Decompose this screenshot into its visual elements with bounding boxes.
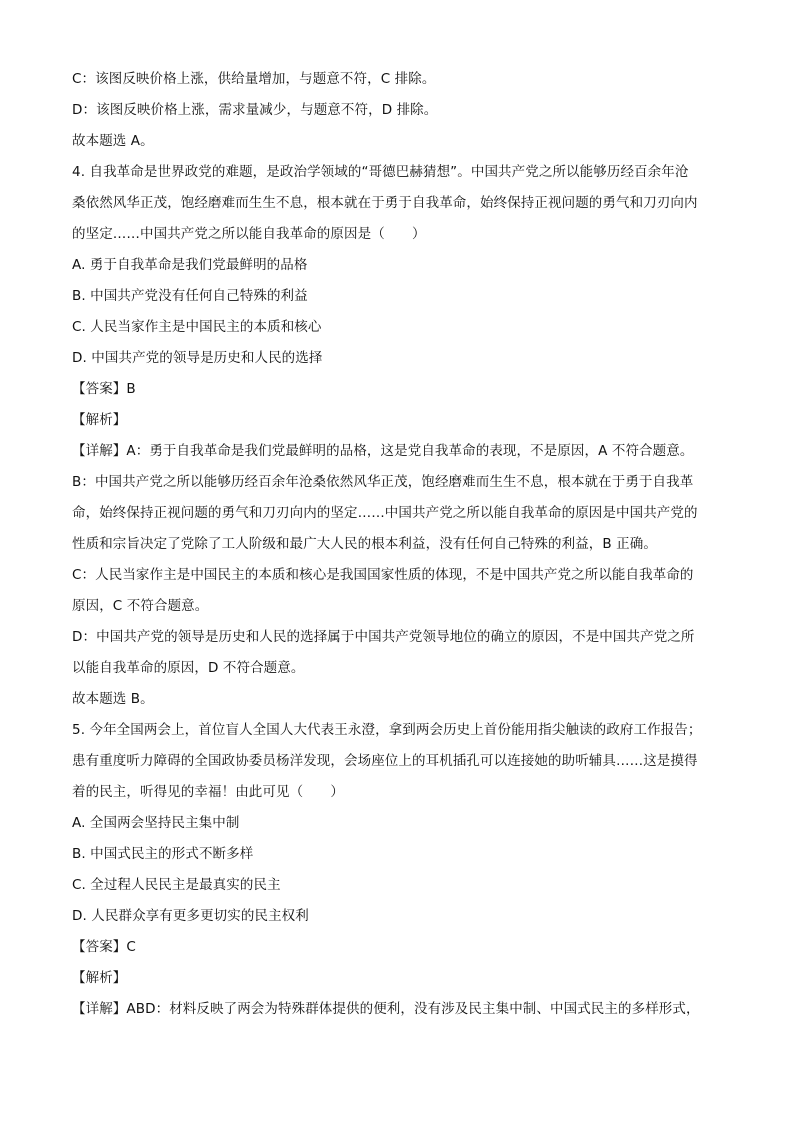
question-5-stem-line-1: 5. 今年全国两会上，首位盲人全国人大代表王永澄，拿到两会历史上首份能用指尖触读的政府工作报告； bbox=[72, 722, 702, 738]
question-4-detail-b-line-1: B：中国共产党之所以能够历经百余年沧桑依然风华正茂，饱经磨难而生生不息，根本就在于勇于自我革 bbox=[72, 474, 694, 490]
question-4-detail-c-line-1: C：人民当家作主是中国民主的本质和核心是我国国家性质的体现，不是中国共产党之所以能自我革命的 bbox=[72, 567, 694, 583]
question-4-option-a: A. 勇于自我革命是我们党最鲜明的品格 bbox=[72, 257, 308, 273]
question-5-stem-line-3: 着的民主，听得见的幸福！由此可见（ ） bbox=[72, 784, 344, 800]
question-4-analysis-heading: 【解析】 bbox=[72, 412, 127, 428]
question-4-option-b: B. 中国共产党没有任何自己特殊的利益 bbox=[72, 288, 308, 304]
question-4-stem-line-2: 桑依然风华正茂，饱经磨难而生生不息，根本就在于勇于自我革命，始终保持正视问题的勇气和刀刃向内 bbox=[72, 195, 698, 211]
question-5-analysis-heading: 【解析】 bbox=[72, 970, 127, 986]
text-line-d-explain: D：该图反映价格上涨，需求量减少，与题意不符，D 排除。 bbox=[72, 102, 438, 118]
question-5-option-c: C. 全过程人民民主是最真实的民主 bbox=[72, 877, 281, 893]
question-4-detail-c-line-2: 原因，C 不符合题意。 bbox=[72, 598, 209, 614]
question-5-detail-abd: 【详解】ABD：材料反映了两会为特殊群体提供的便利，没有涉及民主集中制、中国式民主的多样形式， bbox=[72, 1001, 700, 1017]
question-4-detail-d-line-2: 以能自我革命的原因，D 不符合题意。 bbox=[72, 660, 305, 676]
question-4-stem-line-1: 4. 自我革命是世界政党的难题，是政治学领域的“哥德巴赫猜想”。中国共产党之所以能够历经百余年沧 bbox=[72, 164, 689, 180]
question-5-stem-line-2: 患有重度听力障碍的全国政协委员杨洋发现，会场座位上的耳机插孔可以连接她的助听辅具……这是摸得 bbox=[72, 753, 698, 769]
question-4-option-c: C. 人民当家作主是中国民主的本质和核心 bbox=[72, 319, 322, 335]
question-5-option-b: B. 中国式民主的形式不断多样 bbox=[72, 846, 254, 862]
question-4-option-d: D. 中国共产党的领导是历史和人民的选择 bbox=[72, 350, 323, 366]
text-line-q3-conclusion: 故本题选 A。 bbox=[72, 133, 154, 149]
question-4-detail-a: 【详解】A：勇于自我革命是我们党最鲜明的品格，这是党自我革命的表现，不是原因，A 不符合题意。 bbox=[72, 443, 694, 459]
question-4-answer: 【答案】B bbox=[72, 381, 136, 397]
document-page bbox=[72, 64, 722, 1025]
question-4-detail-b-line-3: 性质和宗旨决定了党除了工人阶级和最广大人民的根本利益，没有任何自己特殊的利益，B 正确。 bbox=[72, 536, 657, 552]
question-5-answer: 【答案】C bbox=[72, 939, 136, 955]
question-4-detail-d-line-1: D：中国共产党的领导是历史和人民的选择属于中国共产党领导地位的确立的原因，不是中国共产党之所 bbox=[72, 629, 695, 645]
question-4-stem-line-3: 的坚定……中国共产党之所以能自我革命的原因是（ ） bbox=[72, 226, 426, 242]
question-4-conclusion: 故本题选 B。 bbox=[72, 691, 154, 707]
text-line-c-explain: C：该图反映价格上涨，供给量增加，与题意不符，C 排除。 bbox=[72, 71, 436, 87]
question-4-detail-b-line-2: 命，始终保持正视问题的勇气和刀刃向内的坚定……中国共产党之所以能自我革命的原因是中国共产党的 bbox=[72, 505, 698, 521]
question-5-option-d: D. 人民群众享有更多更切实的民主权利 bbox=[72, 908, 309, 924]
question-5-option-a: A. 全国两会坚持民主集中制 bbox=[72, 815, 240, 831]
